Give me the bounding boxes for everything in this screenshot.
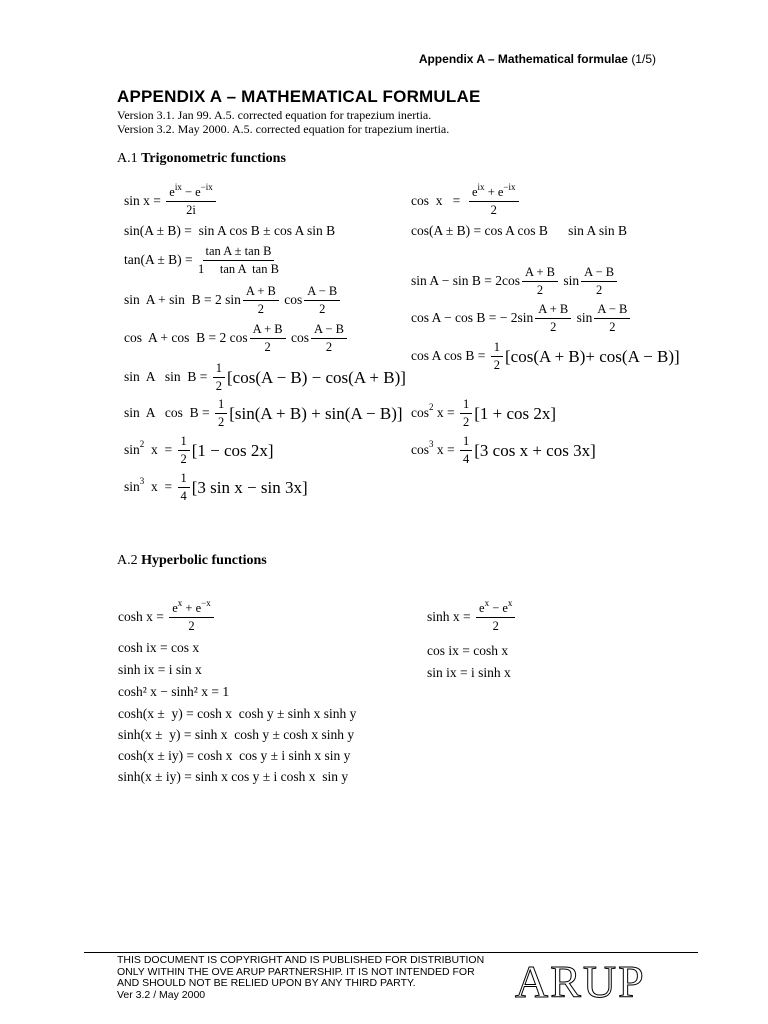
- formula-part: [1 + cos 2x]: [474, 403, 557, 423]
- section-number: A.1: [117, 151, 138, 166]
- exponent: ix: [477, 182, 485, 192]
- numerator: [169, 598, 214, 618]
- formula-line: [118, 770, 348, 784]
- formula-line: [118, 749, 350, 763]
- num-base: e: [169, 185, 175, 199]
- formula-part: [sin(A + B) + sin(A − B)]: [229, 403, 403, 423]
- fraction: [250, 323, 286, 353]
- denominator: 2: [550, 319, 557, 334]
- numerator: A − B: [594, 303, 630, 319]
- running-title: Appendix A – Mathematical formulae: [418, 52, 628, 66]
- numerator: 1: [460, 398, 472, 414]
- section-heading-trig: [117, 151, 286, 167]
- exponent: x: [177, 598, 183, 608]
- fraction: [213, 362, 225, 392]
- formula-sin-cubed: [124, 472, 308, 502]
- page-title: APPENDIX A – MATHEMATICAL FORMULAE: [117, 87, 481, 106]
- fraction: [460, 435, 472, 465]
- numerator: 1: [178, 472, 190, 488]
- exponent: 3: [139, 475, 145, 486]
- numerator: A − B: [311, 323, 347, 339]
- formula-lhs: sinh x =: [427, 609, 474, 625]
- formula-tan-sum: [124, 245, 281, 275]
- formula-part: [3 sin x − sin 3x]: [191, 477, 308, 497]
- formula-lhs: sin x =: [124, 193, 165, 209]
- exponent: −ix: [503, 182, 516, 192]
- formula-part: cos A cos B =: [411, 348, 489, 364]
- formula-cos-squared: [411, 398, 556, 428]
- numerator: 1: [491, 341, 503, 357]
- denominator: 2: [188, 618, 195, 633]
- formula-part: sin A − sin B = 2cos: [411, 273, 520, 289]
- formula-sin-def: [124, 182, 218, 217]
- denominator: 2: [180, 451, 187, 466]
- formula-part: [cos(A − B) − cos(A + B)]: [227, 367, 406, 387]
- formula-part: sin: [559, 273, 580, 289]
- fraction: [304, 285, 340, 315]
- formula-part: x =: [144, 442, 176, 458]
- footer-line: Ver 3.2 / May 2000: [117, 988, 206, 1001]
- formula-sin-sum: [124, 224, 335, 238]
- formula-text: cosh² x − sinh² x = 1: [118, 684, 230, 699]
- exponent: x: [484, 598, 490, 608]
- formula-part: sin A + sin B = 2 sin: [124, 292, 241, 308]
- num-mid: + e: [182, 601, 202, 615]
- formula-part: x =: [433, 405, 458, 421]
- version-note: Version 3.1. Jan 99. A.5. corrected equation for trapezium inertia.: [117, 108, 432, 122]
- num-base: e: [172, 601, 178, 615]
- formula-part: cos A − cos B = − 2sin: [411, 310, 534, 326]
- footer-line: THIS DOCUMENT IS COPYRIGHT AND IS PUBLISHED FOR DISTRIBUTION: [117, 954, 485, 966]
- arup-logo: ARUP: [515, 956, 646, 1007]
- formula-lhs: cosh x =: [118, 609, 168, 625]
- formula-text: sin(A ± B) = sin A cos B ± cos A sin B: [124, 223, 336, 238]
- formula-line: [427, 644, 508, 658]
- numerator: tan A ± tan B: [203, 245, 275, 261]
- denominator: 2: [319, 301, 326, 316]
- fraction: [491, 341, 503, 371]
- numerator: [469, 182, 519, 202]
- formula-part: sin A cos B =: [124, 405, 214, 421]
- formula-line: [118, 707, 356, 721]
- formula-sin-minus-sin: [411, 266, 619, 296]
- numerator: 1: [213, 362, 225, 378]
- denominator: 2: [463, 414, 470, 429]
- formula-line: [118, 641, 199, 655]
- formula-cos-def: [411, 182, 521, 217]
- denominator: 2: [595, 282, 603, 297]
- formula-text: cosh(x ± y) = cosh x cosh y ± sinh x sinh y: [118, 706, 357, 721]
- numerator: 1: [460, 435, 472, 451]
- formula-part: x =: [144, 479, 176, 495]
- formula-part: cos: [287, 330, 309, 346]
- version-note: Version 3.2. May 2000. A.5. corrected equation for trapezium inertia.: [117, 122, 450, 136]
- denominator: 2i: [186, 202, 196, 217]
- denominator: 4: [463, 451, 470, 466]
- num-mid: − e: [181, 185, 201, 199]
- formula-lhs: tan(A ± B) =: [124, 252, 197, 268]
- formula-part: cos: [411, 405, 429, 421]
- fraction: [169, 598, 214, 633]
- exponent: 2: [429, 401, 434, 412]
- formula-line: [118, 663, 202, 677]
- numerator: [166, 182, 216, 202]
- fraction: [311, 323, 347, 353]
- denominator: 2: [218, 414, 225, 429]
- formula-text: sin ix = i sinh x: [427, 665, 511, 680]
- running-header: [419, 52, 656, 66]
- formula-sin-sin: [124, 362, 406, 392]
- exponent: −x: [201, 598, 211, 608]
- fraction: [581, 266, 617, 296]
- numerator: [476, 598, 515, 618]
- formula-part: sin: [573, 310, 593, 326]
- section-name: Trigonometric functions: [141, 151, 286, 166]
- footer-line: ONLY WITHIN THE OVE ARUP PARTNERSHIP. IT IS NOT INTENDED FOR: [117, 965, 475, 978]
- formula-line: [427, 666, 511, 680]
- section-heading-hyperbolic: [117, 553, 267, 569]
- formula-text: cosh ix = cos x: [118, 640, 200, 655]
- denominator: 2: [325, 339, 333, 354]
- numerator: A + B: [250, 323, 286, 339]
- exponent: 2: [139, 438, 145, 449]
- formula-text: sinh(x ± iy) = sinh x cos y ± i cosh x sin y: [118, 769, 349, 784]
- fraction: [594, 303, 630, 333]
- formula-text: cos(A ± B) = cos A cos B sin A sin B: [411, 223, 628, 238]
- numerator: 1: [178, 435, 190, 451]
- section-name: Hyperbolic functions: [141, 553, 267, 568]
- denominator: 2: [490, 202, 497, 217]
- numerator: A − B: [581, 266, 617, 282]
- footer-copyright: [117, 955, 484, 1001]
- footer-line: AND SHOULD NOT BE RELIED UPON BY ANY THIRD PARTY.: [117, 977, 416, 989]
- formula-part: [3 cos x + cos 3x]: [474, 440, 596, 460]
- denominator: 2: [536, 282, 544, 297]
- footer-rule: [84, 952, 698, 953]
- formula-sin-squared: [124, 435, 274, 465]
- num-mid: − e: [489, 601, 508, 615]
- formula-cosh-def: [118, 598, 216, 633]
- exponent: −ix: [200, 182, 213, 192]
- fraction: [460, 398, 472, 428]
- numerator: A + B: [522, 266, 558, 282]
- exponent: x: [507, 598, 513, 608]
- denominator: 2: [492, 618, 499, 633]
- denominator: 2: [257, 301, 264, 316]
- fraction: [535, 303, 571, 333]
- denominator: 1 tan A tan B: [198, 261, 279, 276]
- num-base: e: [479, 601, 485, 615]
- numerator: A + B: [243, 285, 279, 301]
- formula-sinh-def: [427, 598, 517, 633]
- formula-part: cos: [280, 292, 303, 308]
- formula-cos-cos: [411, 341, 680, 371]
- formula-part: x =: [433, 442, 458, 458]
- formula-part: [cos(A + B)+ cos(A − B)]: [505, 346, 680, 366]
- num-mid: + e: [484, 185, 504, 199]
- num-base: e: [471, 185, 478, 199]
- formula-line: [118, 728, 354, 742]
- formula-text: cos ix = cosh x: [427, 643, 509, 658]
- fraction: [215, 398, 227, 428]
- exponent: 3: [429, 438, 434, 449]
- formula-part: [1 − cos 2x]: [191, 440, 274, 460]
- formula-cos-cubed: [411, 435, 596, 465]
- denominator: 2: [264, 339, 271, 354]
- formula-lhs: cos x =: [411, 193, 467, 209]
- section-number: A.2: [117, 553, 138, 568]
- fraction: [243, 285, 279, 315]
- formula-part: cos A + cos B = 2 cos: [124, 330, 248, 346]
- exponent: ix: [174, 182, 182, 192]
- formula-part: sin: [124, 442, 140, 458]
- page-number: (1/5): [631, 52, 656, 66]
- formula-text: sinh ix = i sin x: [118, 662, 202, 677]
- denominator: 4: [180, 488, 187, 503]
- fraction: [469, 182, 519, 217]
- fraction: [166, 182, 216, 217]
- formula-sin-cos: [124, 398, 403, 428]
- fraction: [476, 598, 515, 633]
- numerator: 1: [215, 398, 227, 414]
- formula-text: sinh(x ± y) = sinh x cosh y ± cosh x sinh y: [118, 727, 355, 742]
- denominator: 2: [493, 357, 500, 372]
- numerator: A − B: [304, 285, 340, 301]
- formula-text: cosh(x ± iy) = cosh x cos y ± i sinh x sin y: [118, 748, 351, 763]
- denominator: 2: [609, 319, 616, 334]
- fraction: [178, 472, 190, 502]
- fraction: [178, 435, 190, 465]
- formula-cos-plus-cos: [124, 323, 349, 353]
- formula-part: cos: [411, 442, 429, 458]
- fraction: [522, 266, 558, 296]
- numerator: A + B: [535, 303, 571, 319]
- formula-sin-plus-sin: [124, 285, 342, 315]
- formula-part: sin A sin B =: [124, 369, 211, 385]
- fraction: [198, 245, 279, 275]
- formula-part: sin: [124, 479, 140, 495]
- formula-line: [118, 685, 229, 699]
- denominator: 2: [215, 378, 223, 393]
- formula-cos-sum: [411, 224, 627, 238]
- formula-cos-minus-cos: [411, 303, 632, 333]
